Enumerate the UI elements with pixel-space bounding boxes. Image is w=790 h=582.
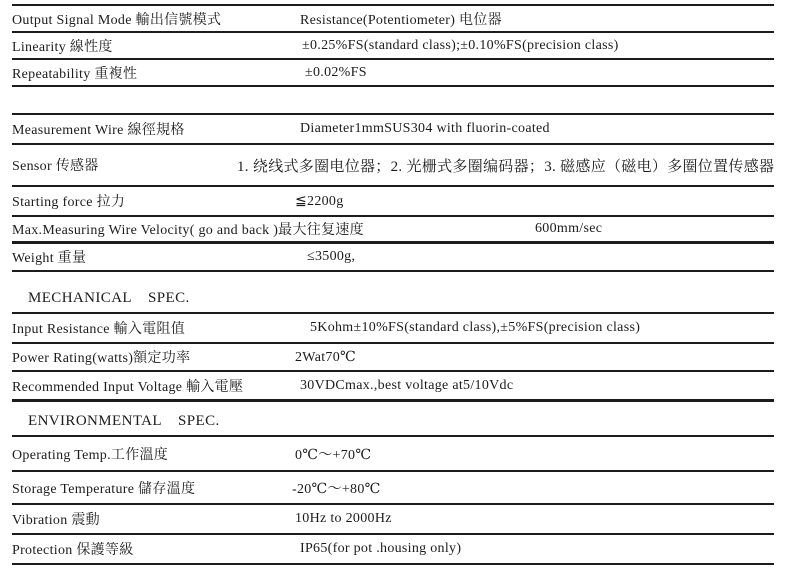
value-storage-temperature: -20℃～+80℃ xyxy=(292,481,381,497)
value-max-wire-velocity: 600mm/sec xyxy=(535,221,603,236)
label-input-resistance: Input Resistance 輸入電阻值 xyxy=(12,322,186,337)
label-repeatability: Repeatability 重複性 xyxy=(12,66,138,82)
label-starting-force: Starting force 拉力 xyxy=(12,195,126,210)
row-recommended-input-voltage xyxy=(12,372,774,402)
row-vibration xyxy=(12,505,774,535)
value-operating-temp: 0℃～+70℃ xyxy=(295,447,372,463)
row-max-wire-velocity xyxy=(12,217,774,244)
value-power-rating: 2Wat70℃ xyxy=(295,349,356,365)
row-sensor xyxy=(12,145,774,187)
value-vibration: 10Hz to 2000Hz xyxy=(295,511,392,526)
row-linearity xyxy=(12,33,774,60)
spec-sheet xyxy=(12,4,774,565)
row-input-resistance xyxy=(12,314,774,344)
label-linearity: Linearity 線性度 xyxy=(12,39,113,55)
row-measurement-wire xyxy=(12,115,774,145)
value-protection: IP65(for pot .housing only) xyxy=(300,541,462,556)
section-header-environmental-spec xyxy=(12,402,774,437)
value-starting-force: ≦2200g xyxy=(295,193,344,209)
row-repeatability xyxy=(12,60,774,87)
value-repeatability: ±0.02%FS xyxy=(305,64,367,80)
section-title-environmental: ENVIRONMENTAL SPEC. xyxy=(28,413,220,429)
label-weight: Weight 重量 xyxy=(12,251,87,266)
section-header-mechanical-spec xyxy=(12,272,774,314)
section-title-mechanical: MECHANICAL SPEC. xyxy=(28,290,190,306)
row-output-signal-mode xyxy=(12,6,774,33)
label-output-signal-mode: Output Signal Mode 輸出信號模式 xyxy=(12,12,222,28)
label-operating-temp: Operating Temp.工作溫度 xyxy=(12,447,169,463)
value-input-resistance: 5Kohm±10%FS(standard class),±5%FS(precision class) xyxy=(310,320,641,335)
label-recommended-input-voltage: Recommended Input Voltage 輸入電壓 xyxy=(12,379,244,395)
row-starting-force xyxy=(12,187,774,217)
value-weight: ≤3500g, xyxy=(307,249,356,264)
label-storage-temperature: Storage Temperature 儲存溫度 xyxy=(12,481,196,497)
row-protection xyxy=(12,535,774,565)
value-linearity: ±0.25%FS(standard class);±0.10%FS(precision class) xyxy=(302,37,619,53)
row-storage-temperature xyxy=(12,472,774,505)
label-measurement-wire: Measurement Wire 線徑規格 xyxy=(12,123,185,138)
label-vibration: Vibration 震動 xyxy=(12,513,100,528)
blank-row-divider xyxy=(12,87,774,115)
row-weight xyxy=(12,244,774,272)
value-recommended-input-voltage: 30VDCmax.,best voltage at5/10Vdc xyxy=(300,377,514,393)
value-output-signal-mode: Resistance(Potentiometer) 电位器 xyxy=(300,12,502,28)
label-power-rating: Power Rating(watts)額定功率 xyxy=(12,351,191,366)
value-sensor: 1. 绕线式多圈电位器；2. 光栅式多圈编码器；3. 磁感应（磁电）多圈位置传感器 xyxy=(237,158,775,175)
value-measurement-wire: Diameter1mmSUS304 with fluorin-coated xyxy=(300,121,550,136)
label-sensor: Sensor 传感器 xyxy=(12,159,99,174)
row-power-rating xyxy=(12,344,774,372)
label-max-wire-velocity: Max.Measuring Wire Velocity( go and back )最大往复速度 xyxy=(12,223,364,238)
row-operating-temp xyxy=(12,437,774,472)
label-protection: Protection 保護等級 xyxy=(12,543,134,558)
